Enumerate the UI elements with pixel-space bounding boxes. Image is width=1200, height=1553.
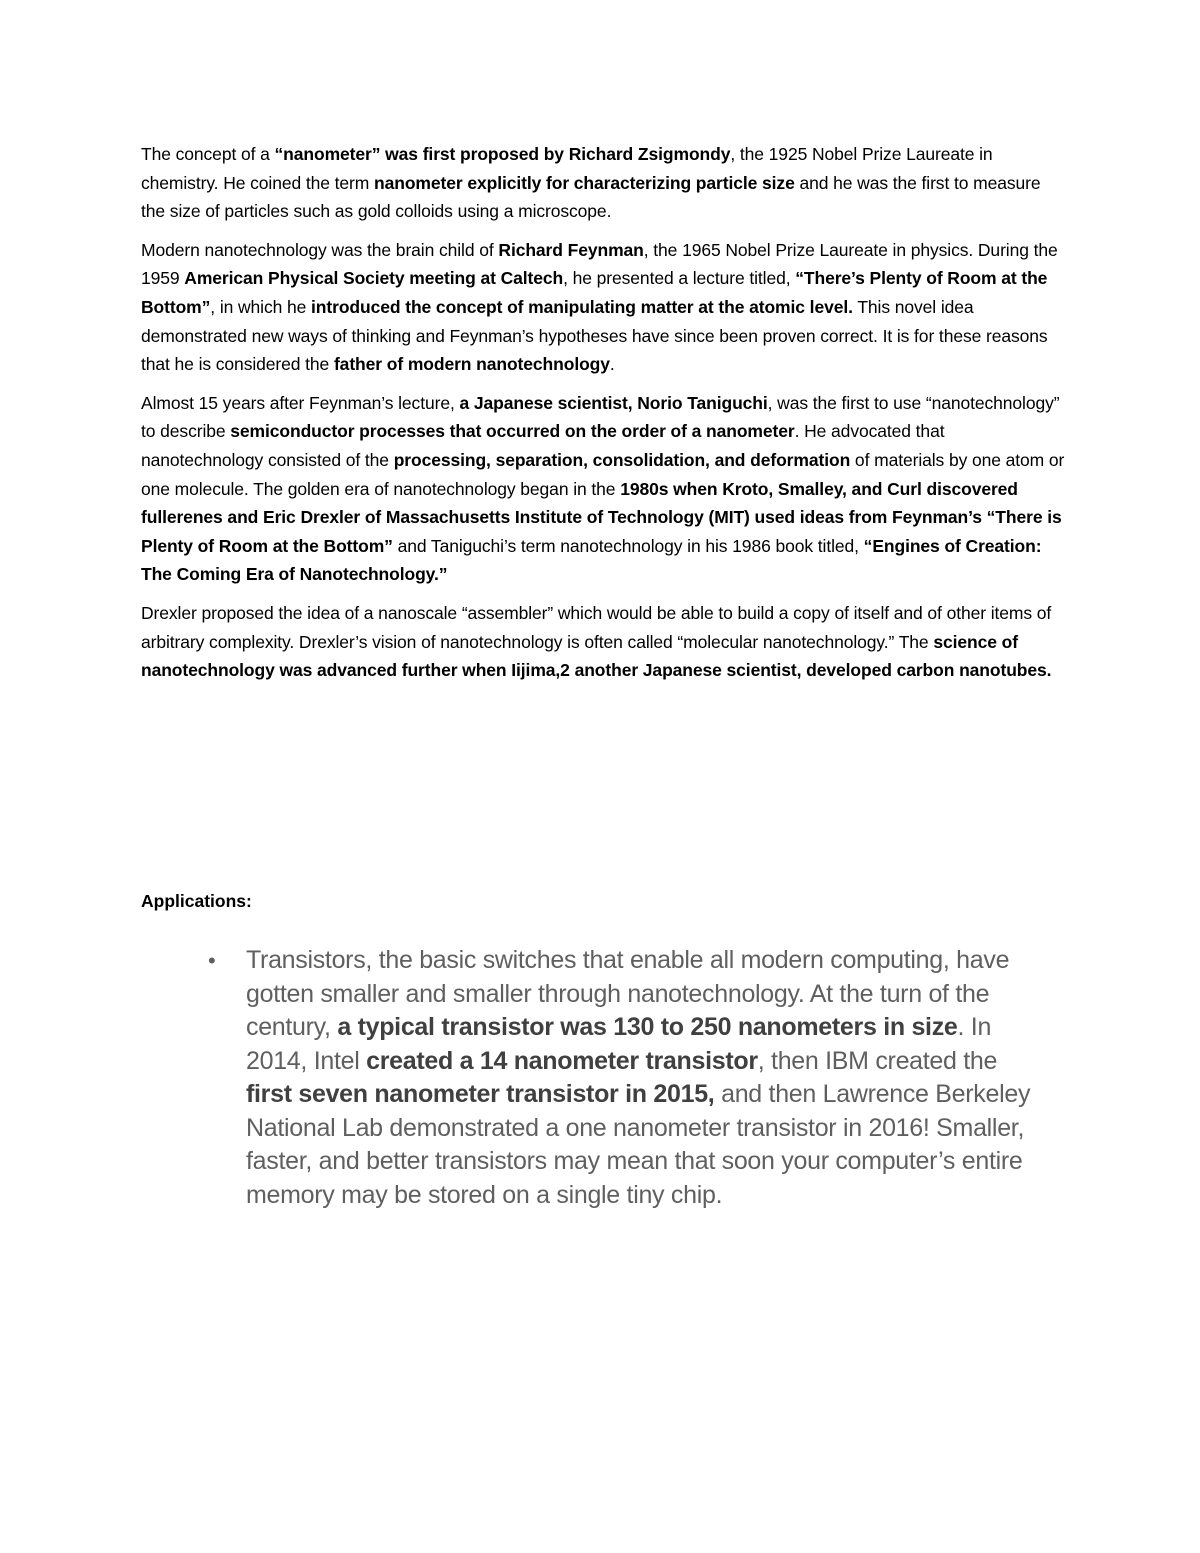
paragraph-zsigmondy	[141, 140, 1066, 226]
list-item	[208, 944, 1048, 1212]
text-run: .	[609, 354, 615, 375]
text-run: Modern nanotechnology was the brain child of	[141, 239, 499, 260]
bold-text-run: a Japanese scientist, Norio Taniguchi	[459, 392, 768, 413]
bold-text-run: processing, separation, consolidation, and deformation	[393, 449, 851, 470]
text-run: This novel idea demonstrated new ways of thinking and Feynman’s hypotheses have since been proven correct. It is for these reasons that he is considered the	[141, 296, 1048, 375]
bold-text-run: nanometer explicitly for characterizing particle size	[374, 172, 795, 193]
bold-text-run: “nanometer” was first proposed by Richard Zsigmondy	[274, 144, 731, 164]
text-run: Drexler proposed the idea of a nanoscale “assembler” which would be able to build a copy of itself and of other items of arbitrary complexity. Drexler’s vision of nanotechnology is often called “molecular nanotechnology.” The	[141, 602, 1052, 652]
text-run: and Taniguchi’s term nanotechnology in his 1986 book titled,	[392, 535, 864, 556]
list-item-text	[246, 946, 1030, 1209]
text-run: of materials by one atom or one molecule. The golden era of nanotechnology began in the	[141, 449, 1065, 499]
text-run: . He advocated that nanotechnology consisted of the	[141, 421, 945, 470]
paragraph-taniguchi	[141, 389, 1066, 589]
text-run: Transistors, the basic switches that enable all modern computing, have gotten smaller and smaller through nanotechnology. At the turn of the century,	[246, 946, 1010, 1041]
text-run: , he presented a lecture titled,	[563, 268, 796, 289]
text-run: , the 1965 Nobel Prize Laureate in physics. During the 1959	[141, 239, 1058, 289]
applications-list	[208, 944, 1048, 1212]
text-run: and then Lawrence Berkeley National Lab demonstrated a one nanometer transistor in 2016! Smaller, faster, and better transistors may mean that soon your computer’s entire memory may be stored on a single tiny chip.	[246, 1080, 1031, 1209]
text-run: The concept of a	[141, 144, 275, 164]
text-run: . In 2014, Intel	[246, 1013, 992, 1075]
bold-text-run: 1980s when Kroto, Smalley, and Curl discovered fullerenes and Eric Drexler of Massachusetts Institute of Technology (MIT) used ideas from Feynman’s “There is Plenty of Room at the Bottom”	[141, 478, 1062, 556]
paragraph-drexler	[141, 599, 1066, 685]
text-run: and he was the first to measure the size of particles such as gold colloids using a microscope.	[141, 172, 1041, 222]
bold-text-run: “There’s Plenty of Room at the Bottom”	[141, 268, 1048, 317]
bold-text-run: first seven nanometer transistor in 2015,	[246, 1080, 715, 1108]
bold-text-run: a typical transistor was 130 to 250 nanometers in size	[337, 1013, 958, 1041]
bold-text-run: science of nanotechnology was advanced further when Iijima,2 another Japanese scientist, developed carbon nanotubes.	[141, 631, 1052, 681]
paragraph-feynman	[141, 236, 1066, 379]
bold-text-run: semiconductor processes that occurred on the order of a nanometer	[230, 421, 795, 442]
bold-text-run: introduced the concept of manipulating matter at the atomic level.	[311, 296, 853, 317]
text-run: , the 1925 Nobel Prize Laureate in chemistry. He coined the term	[141, 144, 993, 193]
bullet-icon: •	[208, 948, 216, 973]
applications-heading: Applications:	[141, 891, 252, 911]
text-run: , was the first to use “nanotechnology” to describe	[141, 392, 1060, 442]
text-run: , then IBM created the	[757, 1046, 998, 1075]
bold-text-run: Richard Feynman	[498, 239, 644, 260]
bold-text-run: created a 14 nanometer transistor	[366, 1046, 758, 1075]
bold-text-run: American Physical Society meeting at Caltech	[184, 268, 564, 289]
text-run: , in which he	[210, 296, 312, 317]
text-run: Almost 15 years after Feynman’s lecture,	[141, 392, 460, 413]
bold-text-run: “Engines of Creation: The Coming Era of Nanotechnology.”	[141, 535, 1042, 585]
document-body	[141, 140, 1066, 695]
bold-text-run: father of modern nanotechnology	[333, 354, 610, 375]
